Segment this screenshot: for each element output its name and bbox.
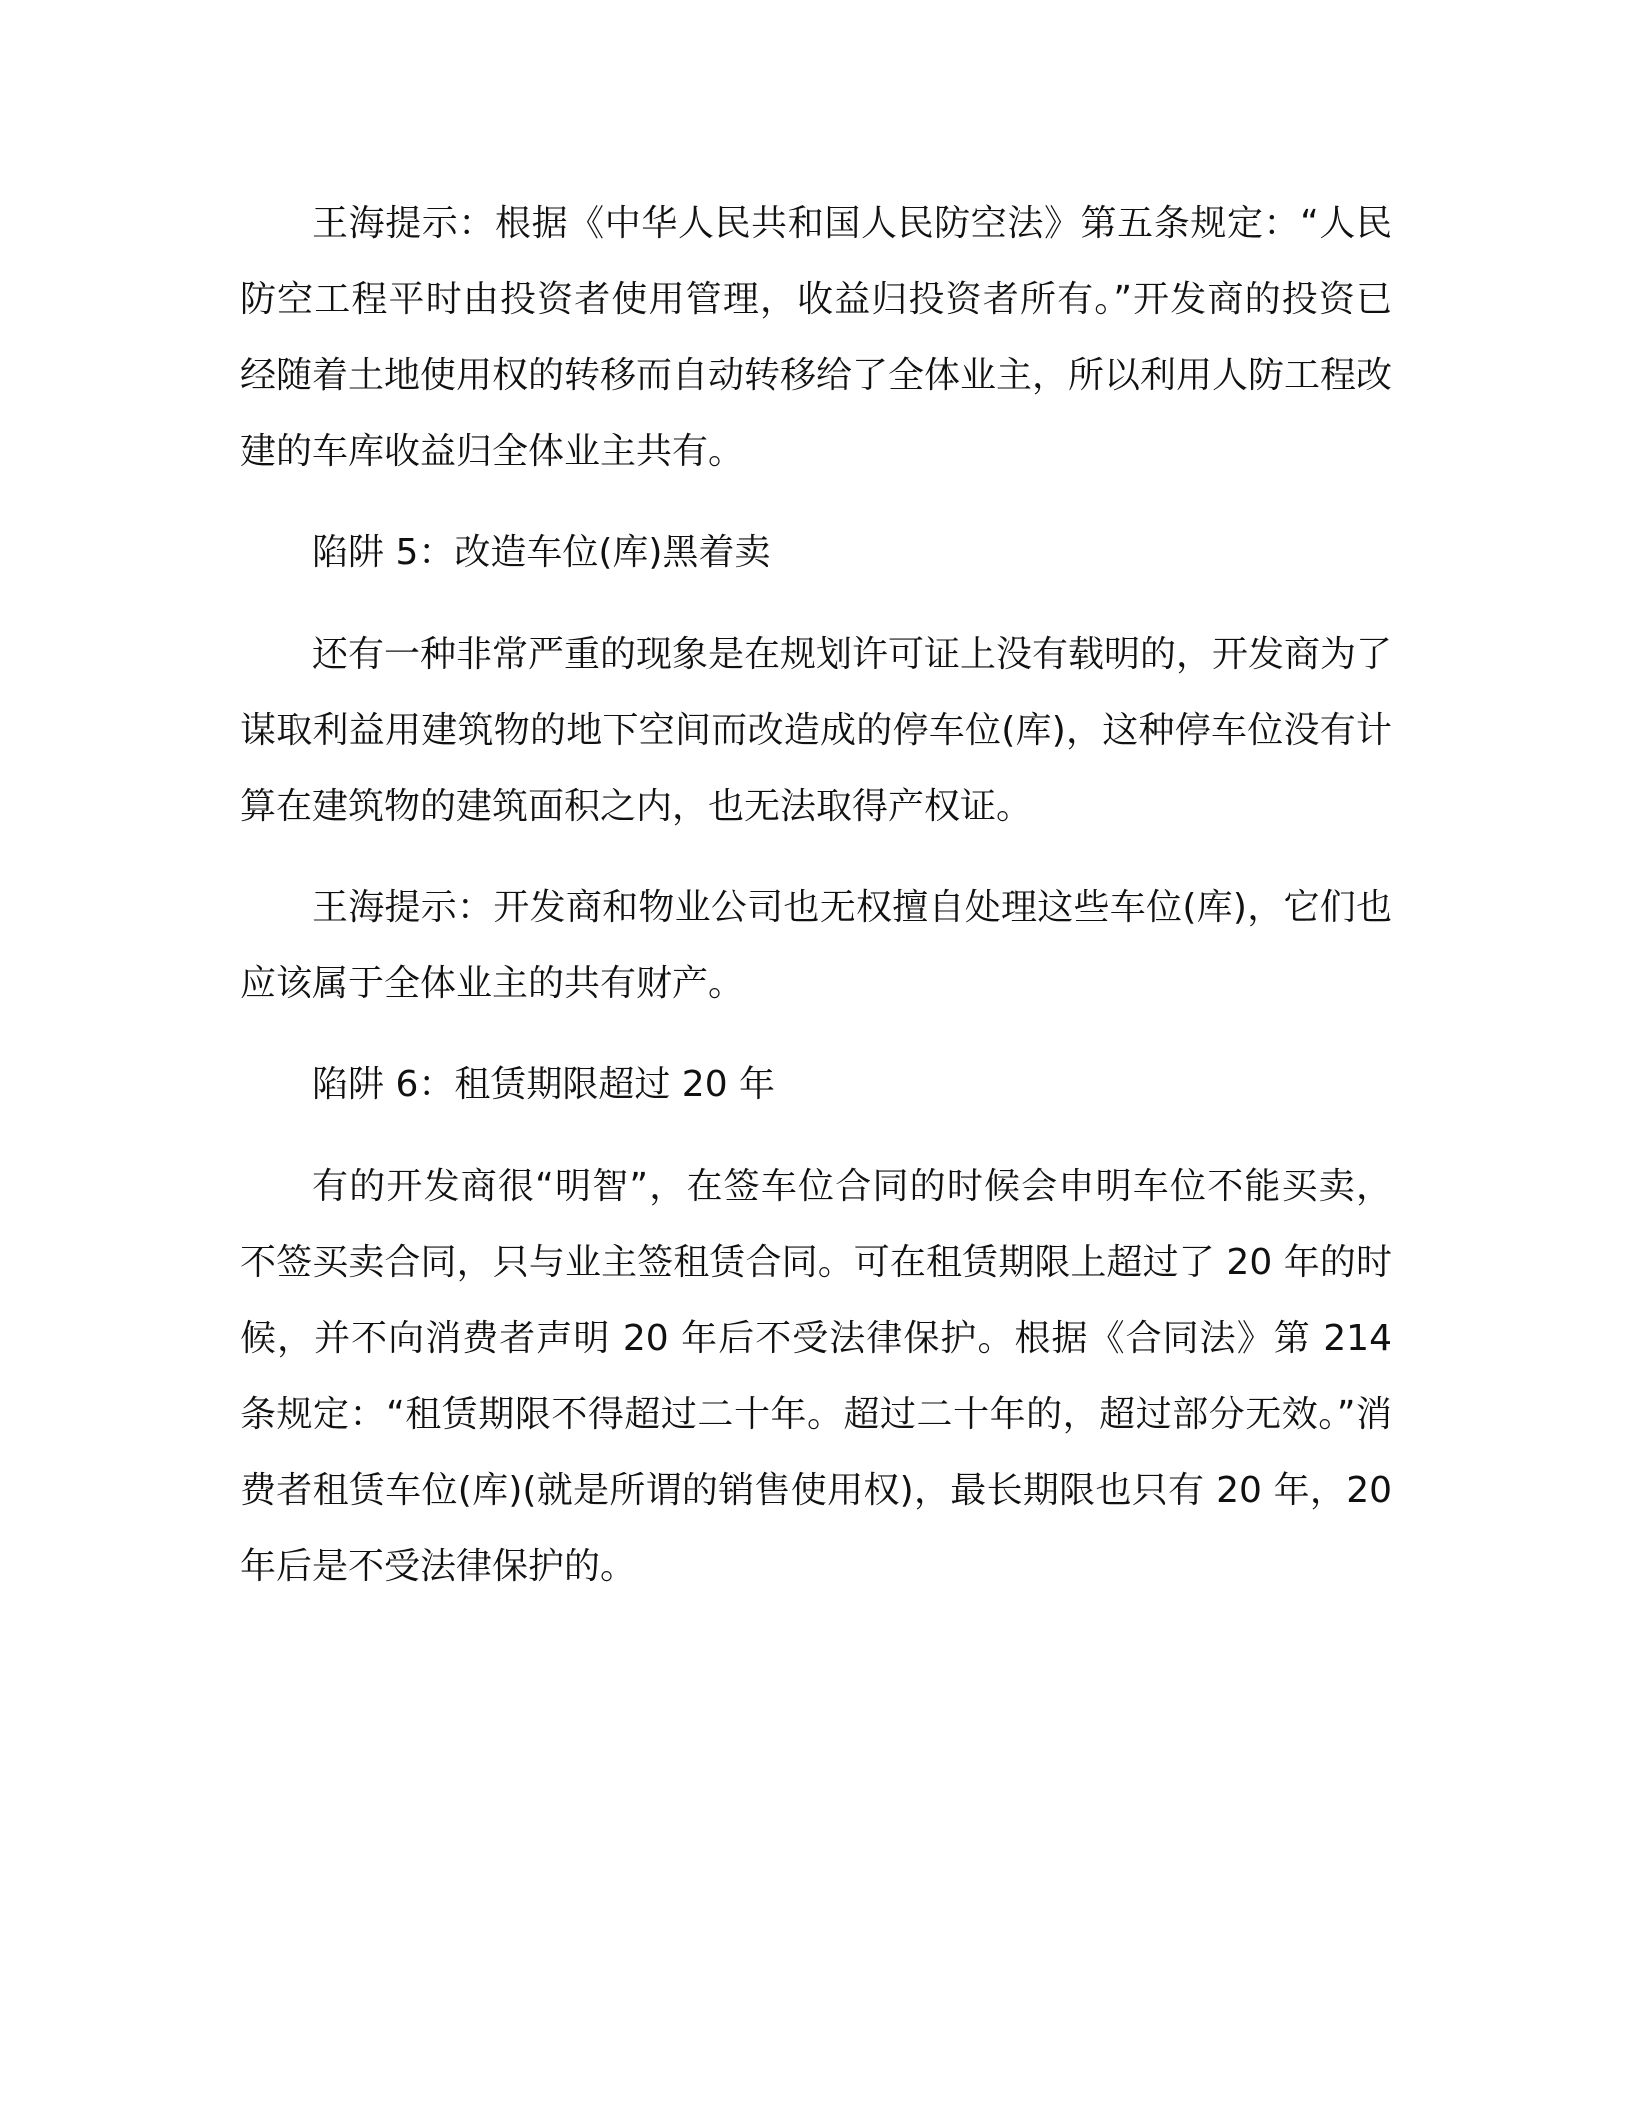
heading-trap-5: 陷阱 5：改造车位(库)黑着卖	[312, 532, 771, 573]
paragraph-lease-term: 有的开发商很“明智”，在签车位合同的时候会申明车位不能买卖，不签买卖合同，只与业主签租赁合同。可在租赁期限上超过了 20 年的时候，并不向消费者声明 20 年后不受法律保护。根据《合同法》第 214 条规定：“租赁期限不得超过二十年。超过二十年的，超过部分无效。”消费者租赁车位(库)(就是所谓的销售使用权)，最长期限也只有 20 年，20 年后是不受法律保护的。	[240, 1166, 1392, 1587]
heading-trap-6: 陷阱 6：租赁期限超过 20 年	[312, 1064, 776, 1105]
document-body	[240, 186, 1392, 1630]
paragraph-wanghai-tip-shared-property: 王海提示：开发商和物业公司也无权擅自处理这些车位(库)，它们也应该属于全体业主的共有财产。	[240, 887, 1392, 1004]
paragraph-wanghai-tip-civil-defense: 王海提示：根据《中华人民共和国人民防空法》第五条规定：“人民防空工程平时由投资者使用管理，收益归投资者所有。”开发商的投资已经随着土地使用权的转移而自动转移给了全体业主，所以利用人防工程改建的车库收益归全体业主共有。	[240, 203, 1393, 472]
paragraph-underground-parking: 还有一种非常严重的现象是在规划许可证上没有载明的，开发商为了谋取利益用建筑物的地下空间而改造成的停车位(库)，这种停车位没有计算在建筑物的建筑面积之内，也无法取得产权证。	[240, 634, 1393, 827]
